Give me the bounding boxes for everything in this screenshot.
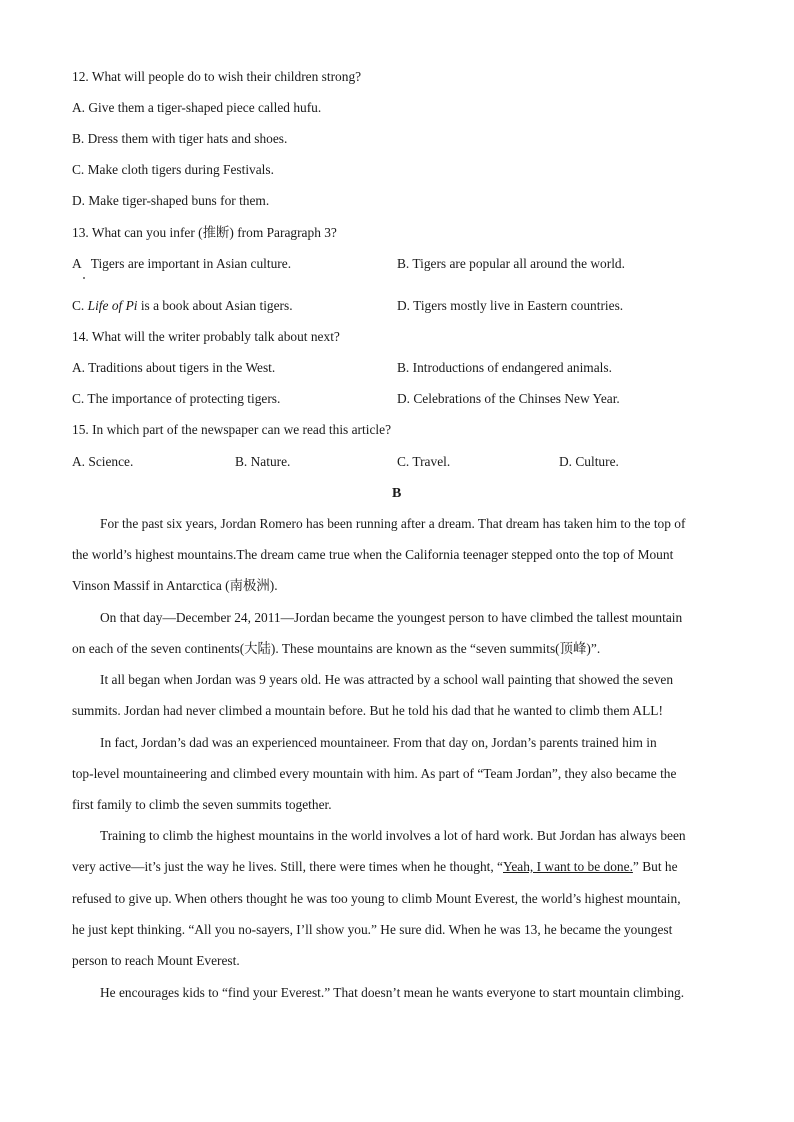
question-15-stem: 15. In which part of the newspaper can we read this article? xyxy=(72,422,392,437)
passage-line: refused to give up. When others thought he was too young to climb Mount Everest, the world’s highest mountain, xyxy=(72,891,681,906)
passage-line: person to reach Mount Everest. xyxy=(72,953,240,968)
section-title: B xyxy=(392,486,402,501)
option-c-prefix: C. xyxy=(72,298,88,313)
question-14-option-d: D. Celebrations of the Chinses New Year. xyxy=(397,391,620,406)
question-12-option-d: D. Make tiger-shaped buns for them. xyxy=(72,193,270,208)
question-12-stem: 12. What will people do to wish their children strong? xyxy=(72,69,362,84)
passage-line: Vinson Massif in Antarctica (南极洲). xyxy=(72,578,278,593)
question-12-option-c: C. Make cloth tigers during Festivals. xyxy=(72,162,274,177)
passage-text: ” But he xyxy=(632,859,678,874)
passage-line: He encourages kids to “find your Everest.” That doesn’t mean he wants everyone to start mountain climbing. xyxy=(100,985,685,1000)
question-15-option-b: B. Nature. xyxy=(235,454,291,469)
passage-line: Training to climb the highest mountains in the world involves a lot of hard work. But Jordan has always been xyxy=(100,828,686,843)
passage-line: For the past six years, Jordan Romero has been running after a dream. That dream has taken him to the top of xyxy=(100,516,686,531)
passage-line: summits. Jordan had never climbed a mountain before. But he told his dad that he wanted to climb them ALL! xyxy=(72,703,663,718)
question-14-option-b: B. Introductions of endangered animals. xyxy=(397,360,612,375)
question-13-option-a: A Tigers are important in Asian culture. xyxy=(72,256,292,271)
passage-line: On that day—December 24, 2011—Jordan became the youngest person to have climbed the tallest mountain xyxy=(100,610,683,625)
passage-line: It all began when Jordan was 9 years old. He was attracted by a school wall painting that showed the seven xyxy=(100,672,674,687)
book-title: Life of Pi xyxy=(87,298,138,313)
stray-mark xyxy=(83,277,85,279)
question-13-stem: 13. What can you infer (推断) from Paragraph 3? xyxy=(72,225,337,240)
question-14-option-c: C. The importance of protecting tigers. xyxy=(72,391,281,406)
question-14-stem: 14. What will the writer probably talk about next? xyxy=(72,329,340,344)
underlined-quote: Yeah, I want to be done. xyxy=(503,859,633,874)
question-13-option-c xyxy=(72,298,293,314)
question-14-option-a: A. Traditions about tigers in the West. xyxy=(72,360,276,375)
question-15-option-d: D. Culture. xyxy=(559,454,619,469)
question-15-option-c: C. Travel. xyxy=(397,454,451,469)
passage-line: top-level mountaineering and climbed every mountain with him. As part of “Team Jordan”, they also became the xyxy=(72,766,677,781)
question-13-option-d: D. Tigers mostly live in Eastern countries. xyxy=(397,298,624,313)
question-13-option-b: B. Tigers are popular all around the world. xyxy=(397,256,625,271)
passage-line: on each of the seven continents(大陆). These mountains are known as the “seven summits(顶峰)”. xyxy=(72,641,601,656)
passage-line: first family to climb the seven summits together. xyxy=(72,797,332,812)
question-12-option-b: B. Dress them with tiger hats and shoes. xyxy=(72,131,288,146)
passage-line: the world’s highest mountains.The dream came true when the California teenager stepped onto the top of Mount xyxy=(72,547,674,562)
question-15-option-a: A. Science. xyxy=(72,454,134,469)
passage-line: In fact, Jordan’s dad was an experienced mountaineer. From that day on, Jordan’s parents trained him in xyxy=(100,735,657,750)
passage-line xyxy=(72,859,678,875)
question-12-option-a: A. Give them a tiger-shaped piece called hufu. xyxy=(72,100,322,115)
option-c-rest: is a book about Asian tigers. xyxy=(137,298,293,313)
passage-text: very active—it’s just the way he lives. Still, there were times when he thought, “ xyxy=(72,859,503,874)
passage-line: he just kept thinking. “All you no-sayers, I’ll show you.” He sure did. When he was 13, he became the youngest xyxy=(72,922,673,937)
